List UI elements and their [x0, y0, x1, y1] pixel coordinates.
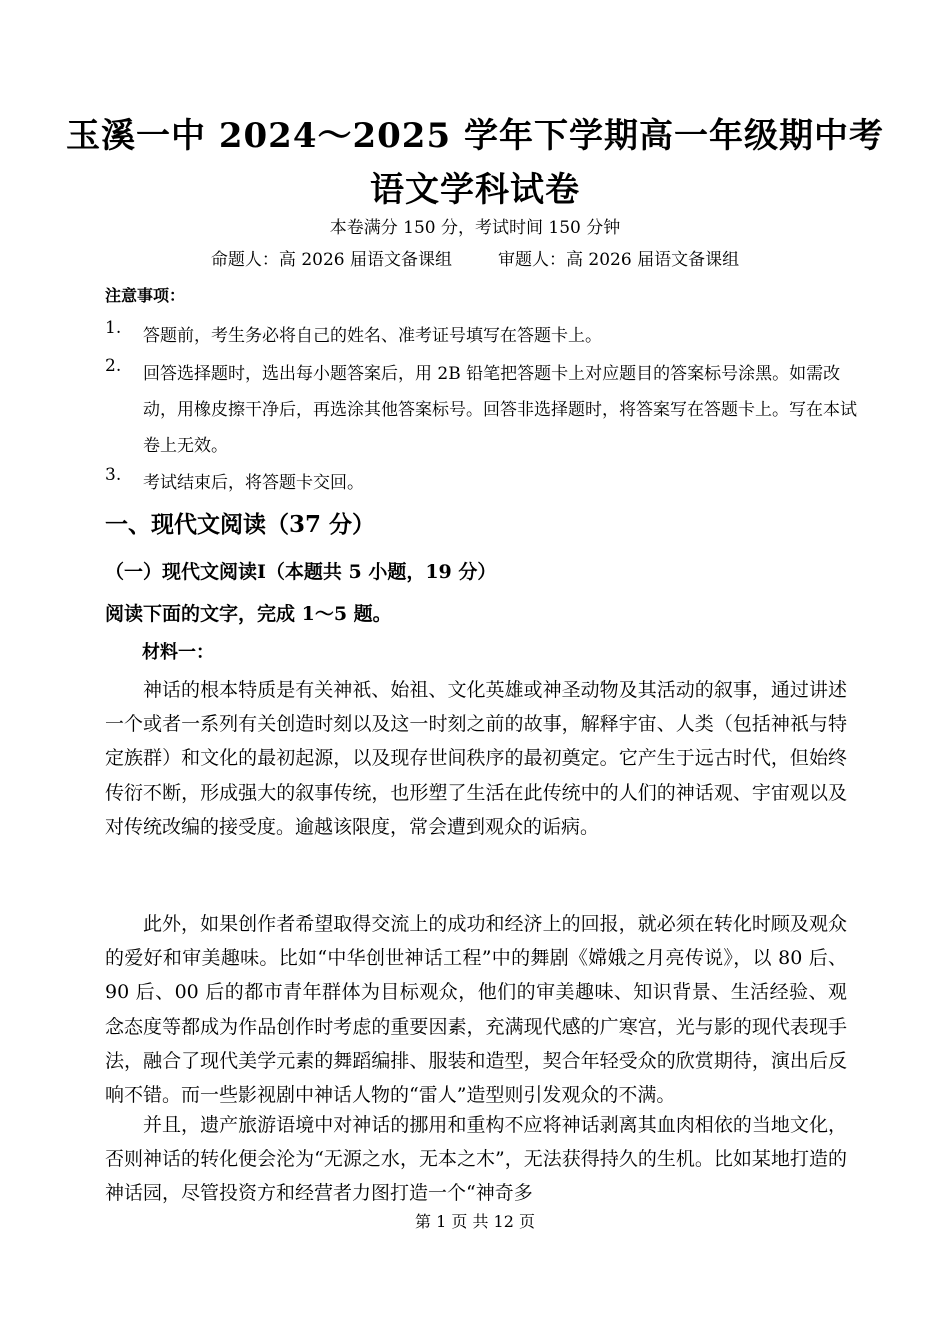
section-subtitle: （一）现代文阅读Ⅰ（本题共 5 小题，19 分） [105, 561, 497, 583]
notice-item-number: 3. [105, 465, 122, 485]
notice-item-text: 考试结束后，将答题卡交回。 [143, 473, 364, 493]
exam-info: 本卷满分 150 分，考试时间 150 分钟 [329, 218, 621, 238]
paragraph-text: 并且，遗产旅游语境中对神话的挪用和重构不应将神话剥离其血肉相依的当地文化，否则神话的转化便会沦为“无源之水，无本之木”，无法获得持久的生机。比如某地打造的神话园，尽管投资方和经营者力图打造一个“神奇多 [105, 1114, 847, 1205]
notice-item-number: 2. [105, 356, 122, 376]
exam-title-line2: 语文学科试卷 [370, 170, 580, 210]
notice-item-text: 答题前，考生务必将自己的姓名、准考证号填写在答题卡上。 [143, 326, 602, 346]
passage-paragraph [105, 1108, 847, 1211]
setter-label: 命题人：高 2026 届语文备课组 [210, 250, 452, 270]
section-title: 一、现代文阅读（37 分） [105, 511, 376, 538]
notice-item [105, 356, 870, 464]
paragraph-text: 此外，如果创作者希望取得交流上的成功和经济上的回报，就必须在转化时顾及观众的爱好和审美趣味。比如“中华创世神话工程”中的舞剧《嫦娥之月亮传说》，以 80 后、90 后、00 后的都市青年群体为目标观众，他们的审美趣味、知识背景、生活经验、观念态度等都成为作品创作时考虑的重要因素，充满现代感的广寒宫，光与影的现代表现手法，融合了现代美学元素的舞蹈编排、服装和造型，契合年轻受众的欣赏期待，演出后反响不错。而一些影视剧中神话人物的“雷人”造型则引发观众的不满。 [105, 913, 847, 1107]
exam-title-line1: 玉溪一中 2024～2025 学年下学期高一年级期中考 [66, 116, 884, 156]
reading-instruction: 阅读下面的文字，完成 1～5 题。 [105, 603, 392, 625]
reviewer-label: 审题人：高 2026 届语文备课组 [498, 250, 740, 270]
notice-item-number: 1. [105, 318, 122, 338]
page-footer: 第 1 页 共 12 页 [415, 1212, 535, 1231]
notice-item-text: 回答选择题时，选出每小题答案后，用 2B 铅笔把答题卡上对应题目的答案标号涂黑。如需改动，用橡皮擦干净后，再选涂其他答案标号。回答非选择题时，将答案写在答题卡上。写在本试卷上无效。 [143, 364, 857, 456]
exam-authors [0, 252, 950, 269]
material-label: 材料一： [142, 642, 214, 663]
notice-item [105, 318, 870, 354]
notice-heading: 注意事项： [105, 286, 186, 305]
passage-paragraph [105, 907, 847, 1112]
notice-item [105, 465, 870, 501]
paragraph-text: 神话的根本特质是有关神祇、始祖、文化英雄或神圣动物及其活动的叙事，通过讲述一个或者一系列有关创造时刻以及这一时刻之前的故事，解释宇宙、人类（包括神祇与特定族群）和文化的最初起源，以及现存世间秩序的最初奠定。它产生于远古时代，但始终传衍不断，形成强大的叙事传统，也形塑了生活在此传统中的人们的神话观、宇宙观以及对传统改编的接受度。逾越该限度，常会遭到观众的诟病。 [105, 679, 847, 838]
passage-paragraph [105, 673, 847, 844]
